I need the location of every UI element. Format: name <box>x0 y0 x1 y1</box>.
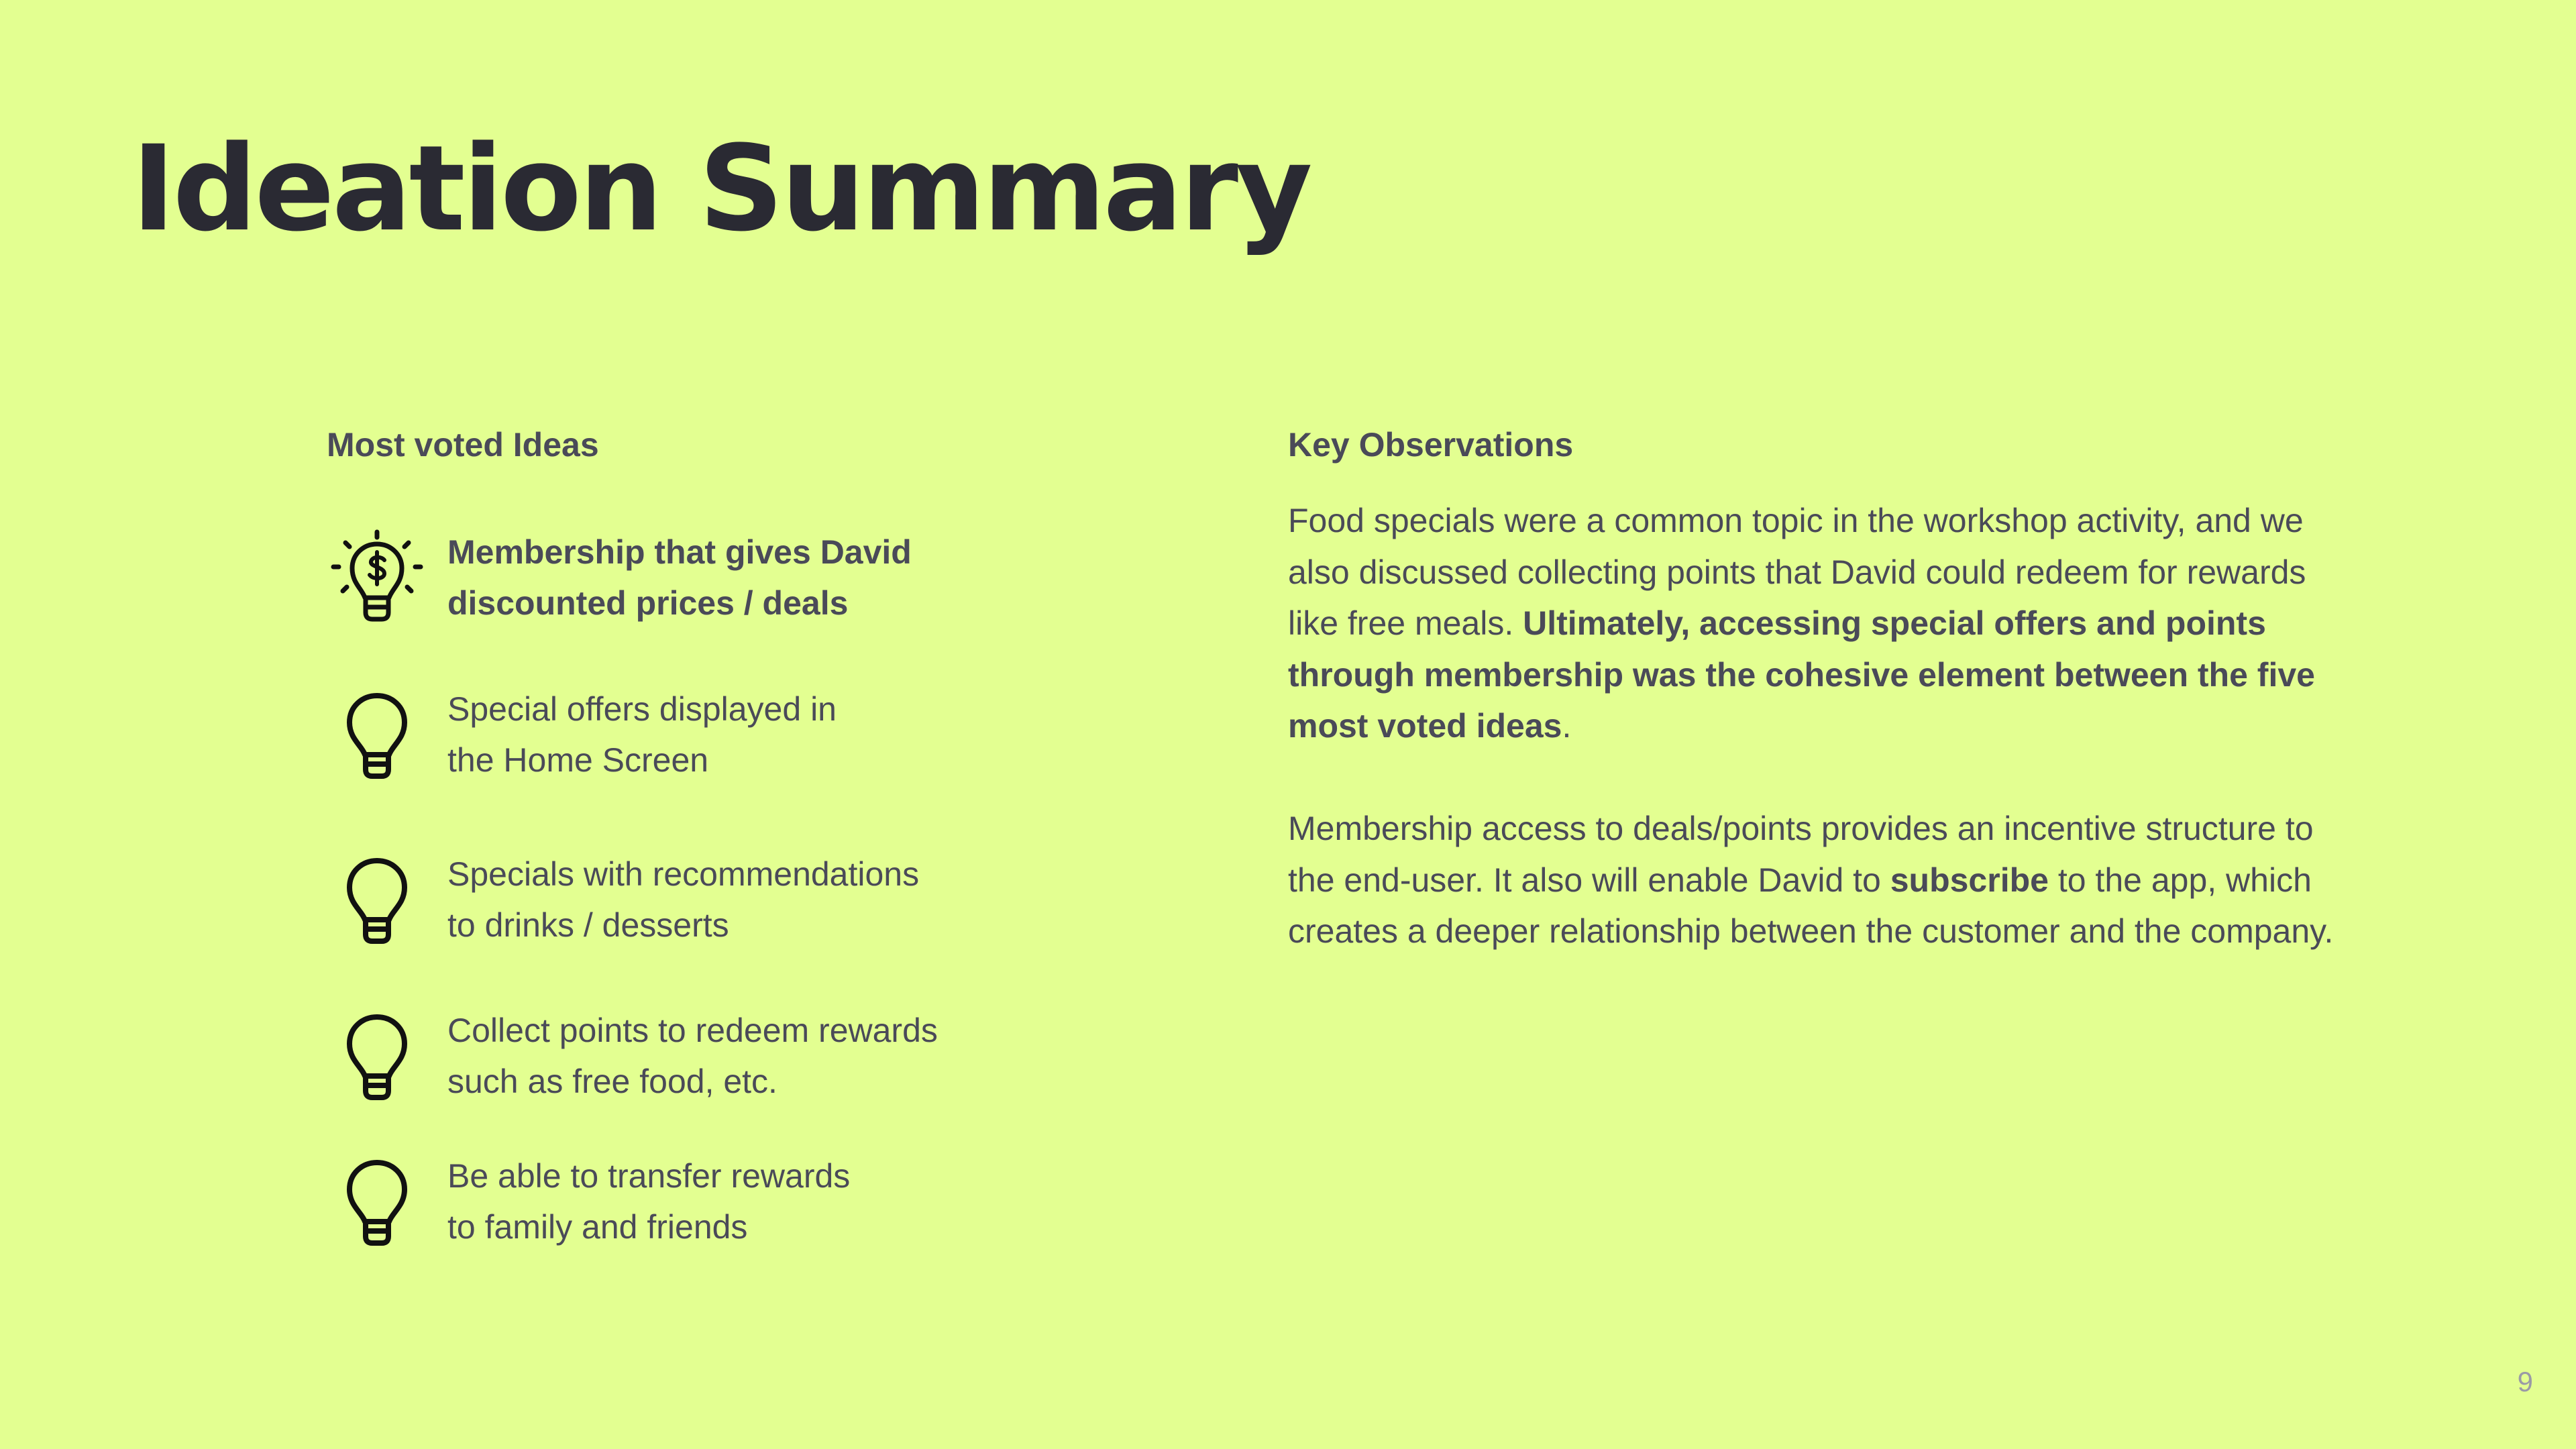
idea-text: Be able to transfer rewards to family and friends <box>447 1157 851 1246</box>
most-voted-ideas-section <box>327 425 1132 1246</box>
idea-text: Collect points to redeem rewards such as free food, etc. <box>447 1012 938 1100</box>
page-title: Ideation Summary <box>131 120 1310 258</box>
idea-item-specials-recommendations <box>327 849 1051 951</box>
idea-item-collect-points <box>327 1005 1051 1107</box>
observation-emphasis: subscribe <box>1890 861 2049 899</box>
lightbulb-icon <box>327 684 427 784</box>
most-voted-heading: Most voted Ideas <box>327 426 599 464</box>
idea-text: Special offers displayed in the Home Screen <box>447 690 837 779</box>
observation-text: Membership access to deals/points provides an incentive structure to the end-user. It also will enable David to <box>1288 810 2314 899</box>
observation-text: to the app, which creates a deeper relationship between the customer and the company. <box>1288 861 2334 950</box>
idea-item-special-offers <box>327 684 1051 786</box>
lightbulb-icon <box>327 1005 427 1106</box>
observation-text: Food specials were a common topic in the workshop activity, and we also discussed collecting points that David could redeem for rewards like free meals. <box>1288 502 2306 642</box>
idea-text: Membership that gives David discounted prices / deals <box>447 533 912 622</box>
observation-paragraph-1 <box>1288 495 2334 752</box>
observation-emphasis: Ultimately, accessing special offers and points through membership was the cohesive element between the five most voted ideas <box>1288 604 2315 745</box>
idea-text: Specials with recommendations to drinks / desserts <box>447 855 920 944</box>
idea-item-transfer-rewards <box>327 1150 1051 1252</box>
observation-text: . <box>1562 707 1572 745</box>
lightbulb-icon <box>327 1150 427 1251</box>
key-observations-heading: Key Observations <box>1288 426 1574 464</box>
page-number: 9 <box>2517 1366 2533 1397</box>
observation-paragraph-2 <box>1288 803 2334 957</box>
idea-item-membership <box>327 527 1051 629</box>
lightbulb-dollar-icon <box>327 527 427 627</box>
lightbulb-icon <box>327 849 427 949</box>
key-observations-section <box>1288 425 2334 950</box>
